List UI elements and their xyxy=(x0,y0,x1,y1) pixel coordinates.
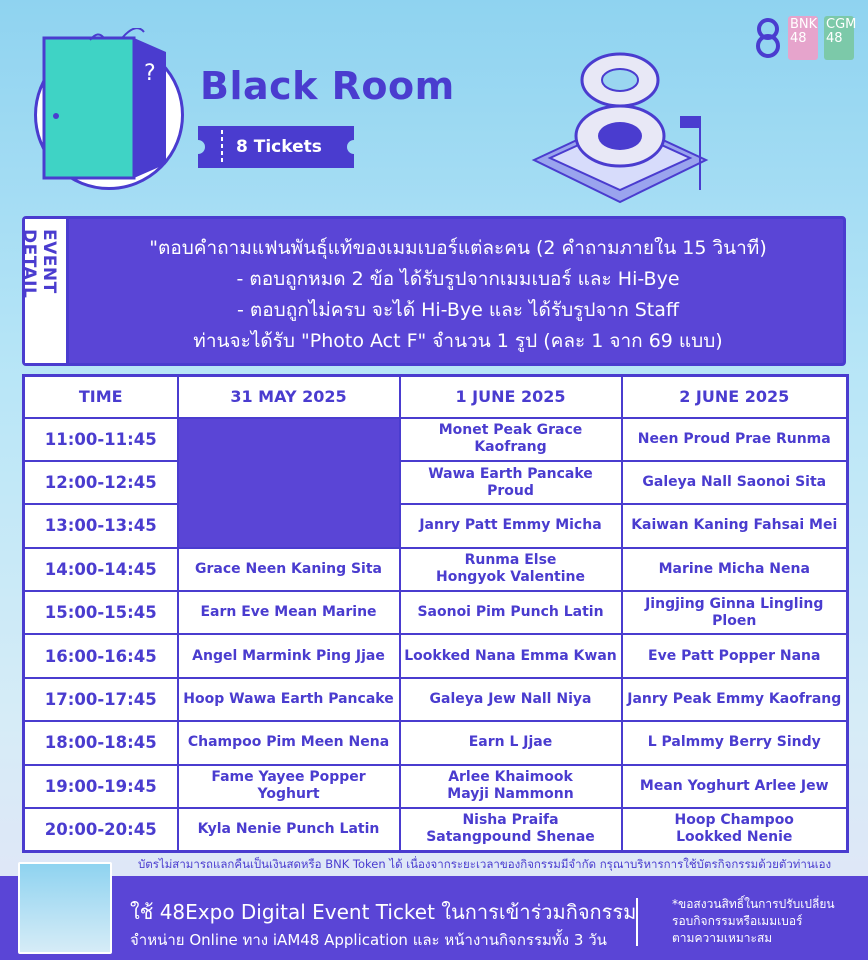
ticket-count-badge xyxy=(198,126,354,168)
table-row xyxy=(24,504,848,547)
time-cell: 13:00-13:45 xyxy=(24,504,178,547)
disclaimer-line: *ขอสงวนสิทธิ์ในการปรับเปลี่ยน xyxy=(672,897,835,911)
table-row xyxy=(24,765,848,808)
member-line: Mayji Nammonn xyxy=(447,786,574,803)
event-detail-panel xyxy=(19,216,846,366)
time-cell: 20:00-20:45 xyxy=(24,808,178,851)
time-cell: 16:00-16:45 xyxy=(24,634,178,677)
member-cell: Kaiwan Kaning Fahsai Mei xyxy=(622,504,848,547)
member-cell: Galeya Nall Saonoi Sita xyxy=(622,461,848,504)
member-cell: Monet Peak Grace Kaofrang xyxy=(400,418,622,461)
table-row xyxy=(24,678,848,721)
48-group-8th-logo xyxy=(754,17,782,59)
footer-disclaimer xyxy=(672,896,835,947)
member-cell: L Palmmy Berry Sindy xyxy=(622,721,848,764)
disclaimer-line: ตามความเหมาะสม xyxy=(672,931,773,945)
event-description xyxy=(73,233,843,357)
schedule-table xyxy=(22,374,849,853)
time-cell: 11:00-11:45 xyxy=(24,418,178,461)
member-cell: Champoo Pim Meen Nena xyxy=(178,721,400,764)
event-detail-label: EVENT DETAIL xyxy=(19,229,59,299)
ticket-count-label: 8 Tickets xyxy=(236,137,322,157)
table-row xyxy=(24,418,848,461)
svg-text:?: ? xyxy=(144,61,156,86)
table-row xyxy=(24,721,848,764)
event-line: "ตอบคำถามแฟนพันธุ์แท้ของเมมเบอร์แต่ละคน (2 คำถามภายใน 15 วินาที) xyxy=(149,237,767,259)
member-cell: Angel Marmink Ping Jjae xyxy=(178,634,400,677)
refund-note: บัตรไม่สามารถแลกคืนเป็นเงินสดหรือ BNK Token ได้ เนื่องจากระยะเวลาของกิจกรรมมีจำกัด กรุณาบริหารการใช้บัตรกิจกรรมด้วยตัวท่านเอง xyxy=(138,857,832,871)
column-header-time: TIME xyxy=(24,376,178,418)
column-header-day3: 2 JUNE 2025 xyxy=(622,376,848,418)
table-row xyxy=(24,591,848,634)
member-line: Satangpound Shenae xyxy=(426,829,595,846)
event-detail-side-tab xyxy=(19,219,69,363)
member-line: Nisha Praifa xyxy=(462,812,559,829)
member-line: Arlee Khaimook xyxy=(448,769,573,786)
member-cell xyxy=(400,808,622,851)
table-row xyxy=(24,461,848,504)
page-title: Black Room xyxy=(200,64,455,108)
member-cell: Saonoi Pim Punch Latin xyxy=(400,591,622,634)
table-row xyxy=(24,548,848,591)
member-cell xyxy=(622,808,848,851)
time-cell: 15:00-15:45 xyxy=(24,591,178,634)
time-cell: 14:00-14:45 xyxy=(24,548,178,591)
member-line: Lookked Nenie xyxy=(676,829,793,846)
member-cell: Janry Patt Emmy Micha xyxy=(400,504,622,547)
member-line: Hoop Champoo xyxy=(674,812,794,829)
member-cell: Janry Peak Emmy Kaofrang xyxy=(622,678,848,721)
event-line: ท่านจะได้รับ "Photo Act F" จำนวน 1 รูป (คละ 1 จาก 69 แบบ) xyxy=(193,330,723,352)
time-cell: 19:00-19:45 xyxy=(24,765,178,808)
table-row xyxy=(24,634,848,677)
member-cell: Grace Neen Kaning Sita xyxy=(178,548,400,591)
member-line: Hongyok Valentine xyxy=(436,569,585,586)
time-cell: 12:00-12:45 xyxy=(24,461,178,504)
table-row xyxy=(24,808,848,851)
event-line: - ตอบถูกหมด 2 ข้อ ได้รับรูปจากเมมเบอร์ และ Hi-Bye xyxy=(236,268,680,290)
member-cell: Galeya Jew Nall Niya xyxy=(400,678,622,721)
member-cell: Earn Eve Mean Marine xyxy=(178,591,400,634)
expo-poster-thumbnail xyxy=(18,862,112,954)
member-cell: Fame Yayee Popper Yoghurt xyxy=(178,765,400,808)
cgm48-logo: CGM 48 xyxy=(824,16,854,60)
column-header-day1: 31 MAY 2025 xyxy=(178,376,400,418)
footer-divider xyxy=(636,898,638,946)
member-cell: Hoop Wawa Earth Pancake xyxy=(178,678,400,721)
footer-headline: ใช้ 48Expo Digital Event Ticket ในการเข้าร่วมกิจกรรม xyxy=(130,900,637,924)
member-cell: Mean Yoghurt Arlee Jew xyxy=(622,765,848,808)
member-cell: Kyla Nenie Punch Latin xyxy=(178,808,400,851)
time-cell: 17:00-17:45 xyxy=(24,678,178,721)
member-cell: Wawa Earth Pancake Proud xyxy=(400,461,622,504)
event-line: - ตอบถูกไม่ครบ จะได้ Hi-Bye และ ได้รับรูปจาก Staff xyxy=(237,299,679,321)
member-cell: Eve Patt Popper Nana xyxy=(622,634,848,677)
member-cell xyxy=(400,548,622,591)
brand-logos xyxy=(754,16,857,60)
member-line: Runma Else xyxy=(464,552,557,569)
disclaimer-line: รอบกิจกรรมหรือเมมเบอร์ xyxy=(672,914,803,928)
member-cell: Earn L Jjae xyxy=(400,721,622,764)
table-header-row xyxy=(24,376,848,418)
no-session-block xyxy=(178,418,400,548)
footer-subline: จำหน่าย Online ทาง iAM48 Application และ หน้างานกิจกรรมทั้ง 3 วัน xyxy=(130,931,607,949)
member-cell: Lookked Nana Emma Kwan xyxy=(400,634,622,677)
member-cell: Marine Micha Nena xyxy=(622,548,848,591)
member-cell: Neen Proud Prae Runma xyxy=(622,418,848,461)
bnk48-logo: BNK 48 xyxy=(788,16,818,60)
member-cell: Jingjing Ginna Lingling Ploen xyxy=(622,591,848,634)
column-header-day2: 1 JUNE 2025 xyxy=(400,376,622,418)
expo-8-building-illustration xyxy=(520,40,730,210)
door-icon xyxy=(30,28,180,198)
time-cell: 18:00-18:45 xyxy=(24,721,178,764)
member-cell xyxy=(400,765,622,808)
